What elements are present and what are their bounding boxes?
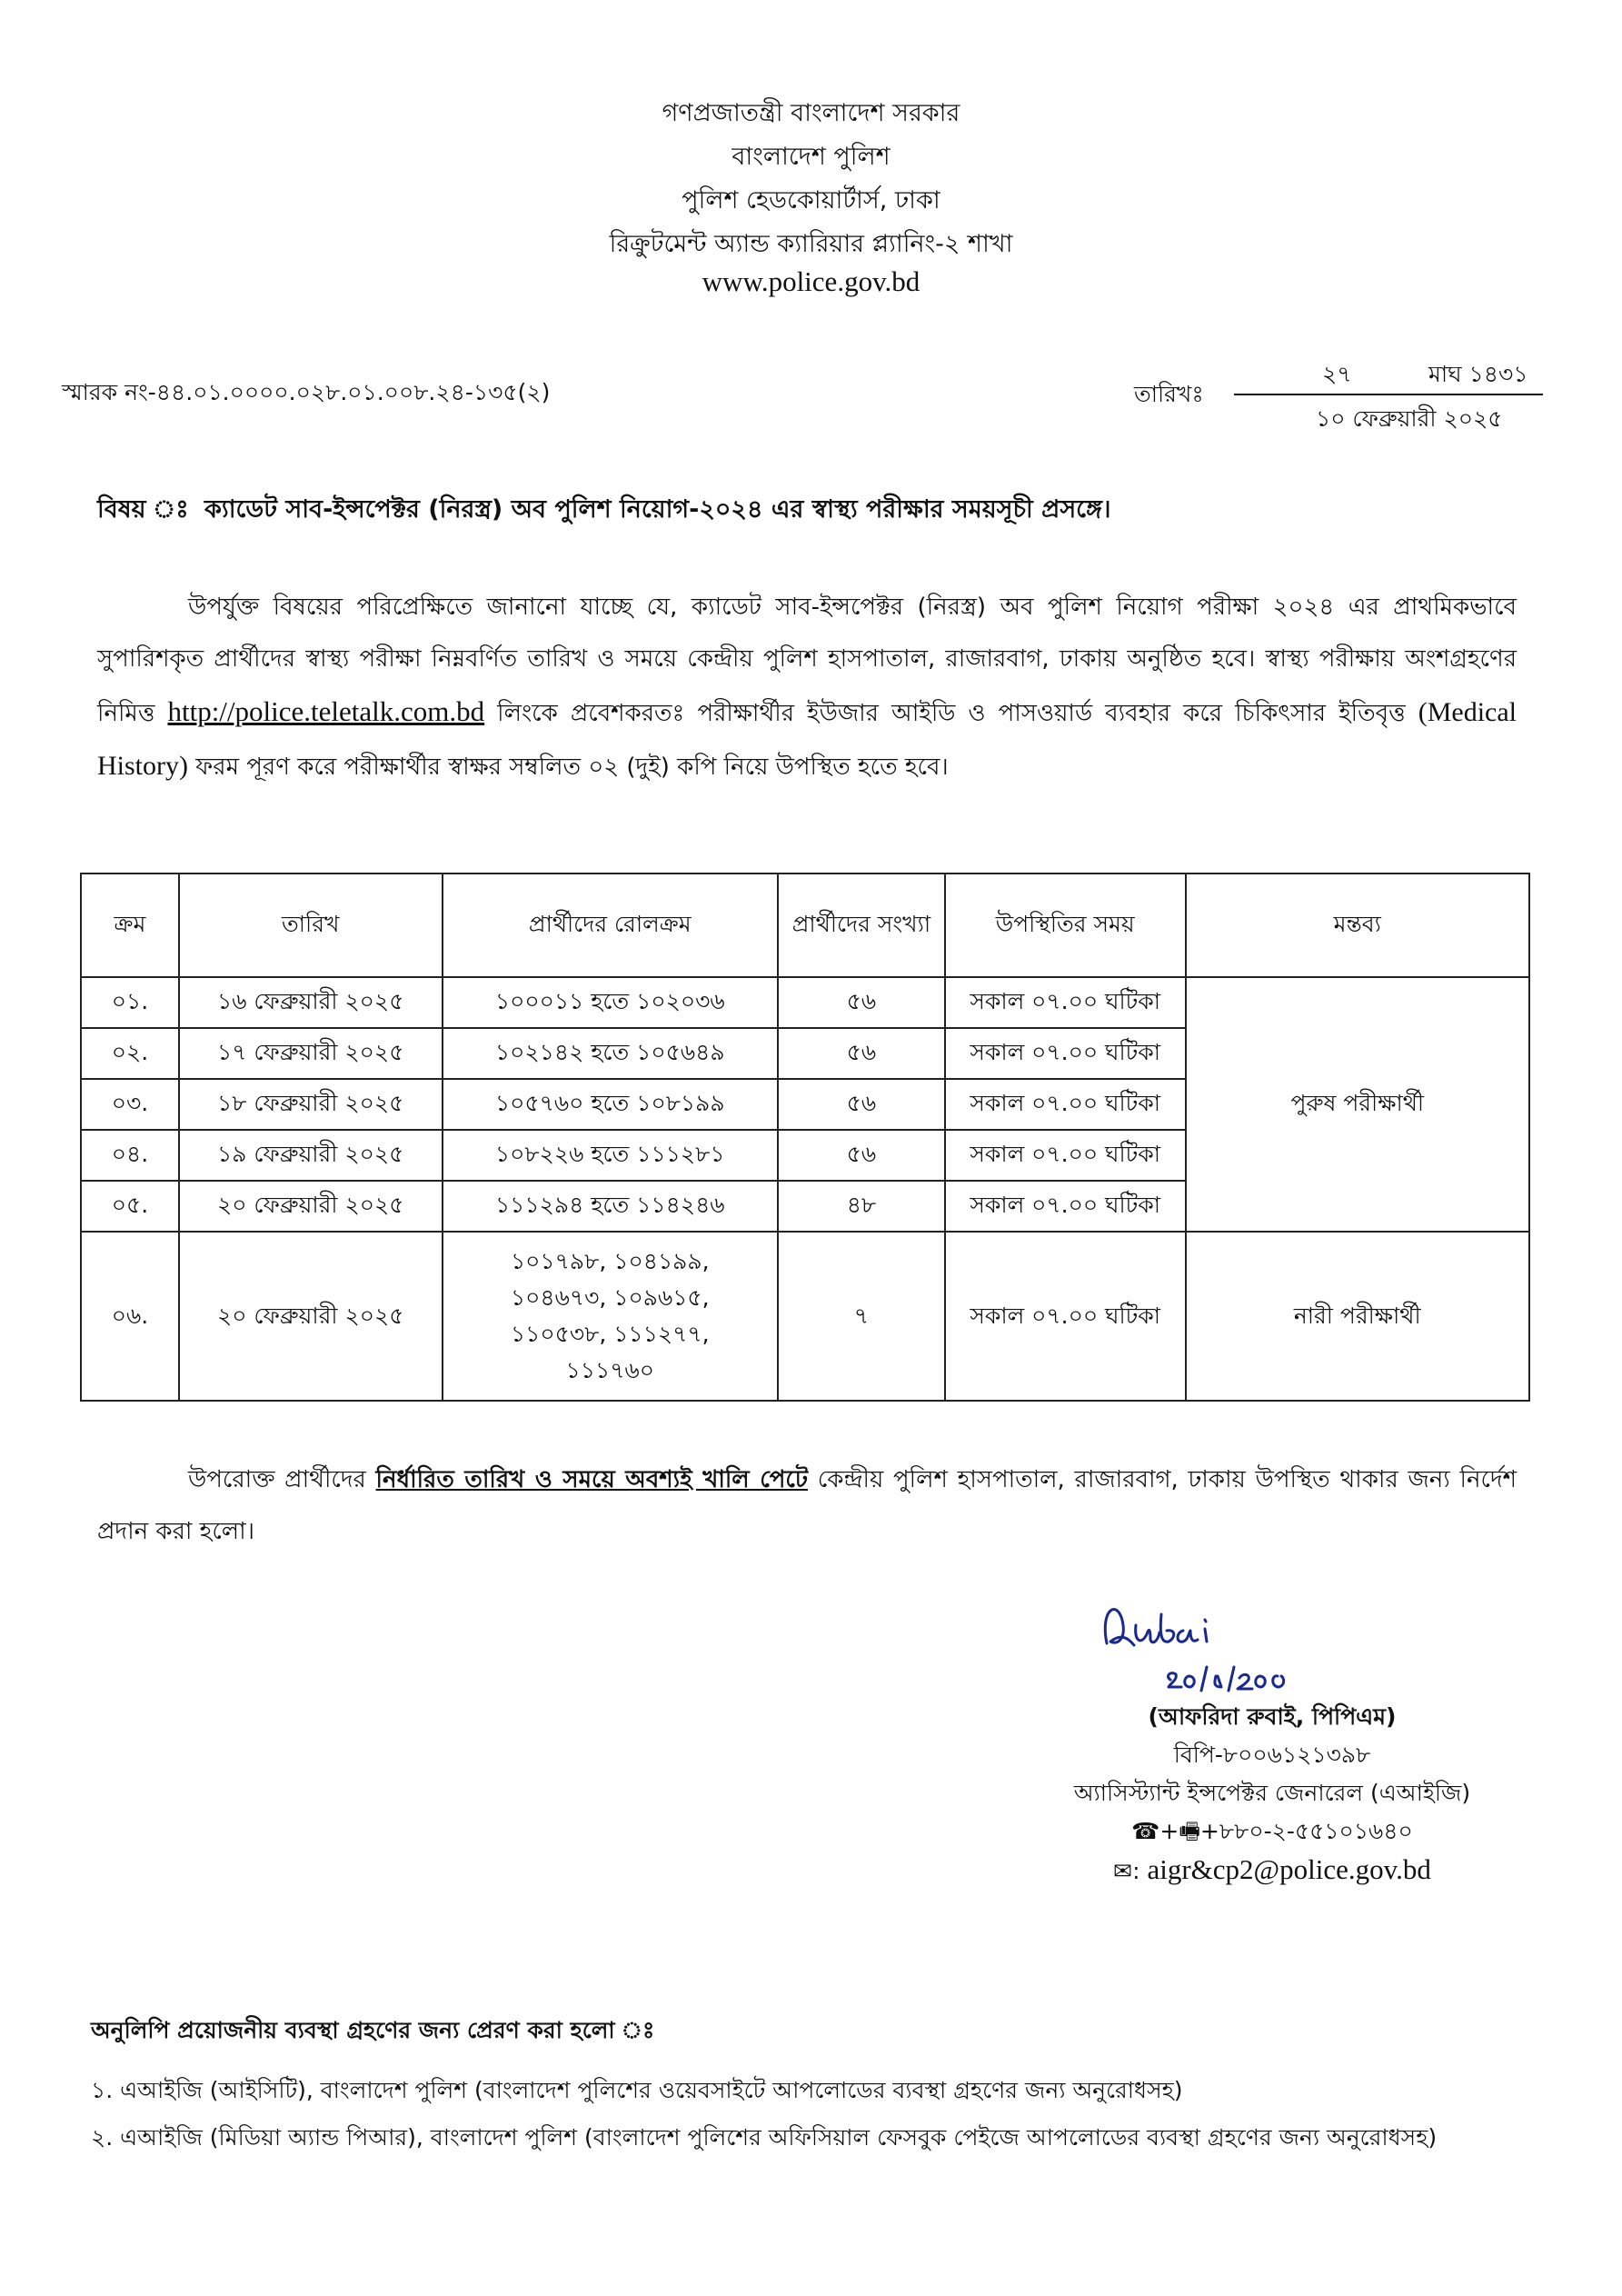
instruction-part2: কেন্দ্রীয় পুলিশ হাসপাতাল, রাজারবাগ, ঢাকায় উপস্থিত থাকার জন্য নির্দেশ প্রদান করা হলো। bbox=[97, 1466, 1517, 1545]
cell-date: ১৮ ফেব্রুয়ারী ২০২৫ bbox=[179, 1079, 443, 1130]
table-header-row bbox=[81, 873, 1529, 977]
cell-roll-range: ১০০০১১ হতে ১০২০৩৬ bbox=[443, 977, 778, 1028]
body-text-part1: উপর্যুক্ত বিষয়ের পরিপ্রেক্ষিতে জানানো যাচ্ছে যে, ক্যাডেট সাব-ইন্সপেক্টর (নিরস্ত্র) অব পুলিশ নিয়োগ পরীক্ষা ২০২৪ এর প্রাথমিকভাবে সুপারিশকৃত প্রার্থীদের স্বাস্থ্য পরীক্ষা নিম্নবর্ণিত তারিখ ও সময়ে কেন্দ্রীয় পুলিশ হাসপাতাল, রাজারবাগ, ঢাকায় অনুষ্ঠিত হবে। স্বাস্থ্য পরীক্ষায় অংশগ্রহণের নিমিত্ত bbox=[97, 594, 1517, 727]
roll-line: ১০১৭৯৮, ১০৪১৯৯, bbox=[510, 1248, 710, 1274]
signatory-email[interactable]: aigr&cp2@police.gov.bd bbox=[1147, 1853, 1431, 1885]
cell-roll-range: ১০৫৭৬০ হতে ১০৮১৯৯ bbox=[443, 1079, 778, 1130]
cell-serial: ০২. bbox=[81, 1028, 179, 1079]
cell-count: ৫৬ bbox=[778, 977, 945, 1028]
table-row bbox=[81, 977, 1529, 1028]
cell-time: সকাল ০৭.০০ ঘটিকা bbox=[945, 1130, 1186, 1181]
cell-serial: ০৩. bbox=[81, 1079, 179, 1130]
date-bangla-month: মাঘ ১৪৩১ bbox=[1428, 361, 1528, 387]
table-row bbox=[81, 1232, 1529, 1401]
body-paragraph bbox=[97, 582, 1517, 794]
cell-roll-list bbox=[443, 1232, 778, 1401]
signatory-phone-line bbox=[1027, 1812, 1518, 1851]
cell-time: সকাল ০৭.০০ ঘটিকা bbox=[945, 1079, 1186, 1130]
header-time: উপস্থিতির সময় bbox=[945, 873, 1186, 977]
instruction-emphasis: নির্ধারিত তারিখ ও সময়ে অবশ্যই খালি পেটে bbox=[375, 1466, 809, 1493]
cell-time: সকাল ০৭.০০ ঘটিকা bbox=[945, 1232, 1186, 1401]
roll-line: ১১১৭৬০ bbox=[565, 1357, 654, 1383]
subject-label: বিষয় ঃ bbox=[97, 495, 189, 524]
cell-time: সকাল ০৭.০০ ঘটিকা bbox=[945, 1028, 1186, 1079]
cell-date: ১৬ ফেব্রুয়ারী ২০২৫ bbox=[179, 977, 443, 1028]
roll-line: ১১০৫৩৮, ১১১২৭৭, bbox=[510, 1321, 710, 1347]
header-count: প্রার্থীদের সংখ্যা bbox=[778, 873, 945, 977]
medical-history-text: (Medical History) bbox=[97, 697, 1517, 781]
cell-serial: ০১. bbox=[81, 977, 179, 1028]
teletalk-link[interactable]: http://police.teletalk.com.bd bbox=[167, 695, 485, 727]
subject-text: ক্যাডেট সাব-ইন্সপেক্টর (নিরস্ত্র) অব পুলিশ নিয়োগ-২০২৪ এর স্বাস্থ্য পরীক্ষার সময়সূচী প্রসঙ্গে। bbox=[204, 495, 1111, 524]
body-text-part2: লিংকে প্রবেশকরতঃ পরীক্ষার্থীর ইউজার আইডি ও পাসওয়ার্ড ব্যবহার করে চিকিৎসার ইতিবৃত্ত bbox=[484, 700, 1418, 727]
email-icon: ✉: bbox=[1113, 1858, 1140, 1884]
header-date: তারিখ bbox=[179, 873, 443, 977]
header-serial: ক্রম bbox=[81, 873, 179, 977]
copy-item: ২. এআইজি (মিডিয়া অ্যান্ড পিআর), বাংলাদেশ পুলিশ (বাংলাদেশ পুলিশের অফিসিয়াল ফেসবুক পেইজে আপলোডের ব্যবস্থা গ্রহণের জন্য অনুরোধসহ) bbox=[91, 2124, 1438, 2151]
memo-number: স্মারক নং-৪৪.০১.০০০০.০২৮.০১.০০৮.২৪-১৩৫(২) bbox=[62, 379, 551, 405]
header-remarks: মন্তব্য bbox=[1186, 873, 1529, 977]
copies-section bbox=[91, 2007, 1437, 2161]
date-bangla-day: ২৭ bbox=[1322, 361, 1352, 387]
cell-remarks-female: নারী পরীক্ষার্থী bbox=[1186, 1232, 1529, 1401]
header-headquarters: পুলিশ হেডকোয়ার্টার্স, ঢাকা bbox=[682, 186, 940, 215]
header-website: www.police.gov.bd bbox=[702, 265, 920, 297]
cell-count: ৫৬ bbox=[778, 1130, 945, 1181]
cell-date: ১৯ ফেব্রুয়ারী ২০২৫ bbox=[179, 1130, 443, 1181]
signatory-phone: +৮৮০-২-৫৫১০১৬৪০ bbox=[1199, 1818, 1413, 1844]
cell-roll-range: ১০২১৪২ হতে ১০৫৬৪৯ bbox=[443, 1028, 778, 1079]
cell-count: ৫৬ bbox=[778, 1028, 945, 1079]
roll-line: ১০৪৬৭৩, ১০৯৬১৫, bbox=[510, 1284, 710, 1311]
copies-title: অনুলিপি প্রয়োজনীয় ব্যবস্থা গ্রহণের জন্য প্রেরণ করা হলো ঃ bbox=[91, 2017, 655, 2043]
copy-item: ১. এআইজি (আইসিটি), বাংলাদেশ পুলিশ (বাংলাদেশ পুলিশের ওয়েবসাইটে আপলোডের ব্যবস্থা গ্রহণের জন্য অনুরোধসহ) bbox=[91, 2077, 1183, 2103]
cell-roll-range: ১০৮২২৬ হতে ১১১২৮১ bbox=[443, 1130, 778, 1181]
body-text-part3: ফরম পূরণ করে পরীক্ষার্থীর স্বাক্ষর সম্বলিত ০২ (দুই) কপি নিয়ে উপস্থিত হতে হবে। bbox=[188, 754, 949, 781]
header-branch: রিক্রুটমেন্ট অ্যান্ড ক্যারিয়ার প্ল্যানিং-২ শাখা bbox=[609, 230, 1013, 258]
cell-date: ২০ ফেব্রুয়ারী ২০২৫ bbox=[179, 1232, 443, 1401]
signatory-designation: অ্যাসিস্ট্যান্ট ইন্সপেক্টর জেনারেল (এআইজি) bbox=[1073, 1780, 1471, 1806]
signatory-bp: বিপি-৮০০৬১২১৩৯৮ bbox=[1173, 1742, 1371, 1768]
header-police: বাংলাদেশ পুলিশ bbox=[731, 143, 891, 171]
phone-fax-icon: ☎+🖷 bbox=[1131, 1818, 1200, 1844]
cell-remarks-male: পুরুষ পরীক্ষার্থী bbox=[1186, 977, 1529, 1232]
signatory-email-line bbox=[1027, 1851, 1518, 1891]
cell-count: ৪৮ bbox=[778, 1181, 945, 1232]
date-gregorian: ১০ ফেব্রুয়ারী ২০২৫ bbox=[1316, 405, 1503, 432]
schedule-table bbox=[80, 873, 1530, 1402]
instruction-paragraph bbox=[97, 1454, 1517, 1558]
header-government: গণপ্রজাতন্ত্রী বাংলাদেশ সরকার bbox=[662, 99, 960, 127]
date-divider bbox=[1234, 394, 1543, 395]
cell-date: ১৭ ফেব্রুয়ারী ২০২৫ bbox=[179, 1028, 443, 1079]
cell-serial: ০৪. bbox=[81, 1130, 179, 1181]
handwritten-signature bbox=[1063, 1589, 1408, 1698]
signatory-name: (আফরিদা রুবাই, পিপিএম) bbox=[1148, 1703, 1397, 1730]
cell-time: সকাল ০৭.০০ ঘটিকা bbox=[945, 1181, 1186, 1232]
header-roll-range: প্রার্থীদের রোলক্রম bbox=[443, 873, 778, 977]
instruction-part1: উপরোক্ত প্রার্থীদের bbox=[188, 1466, 376, 1493]
cell-roll-range: ১১১২৯৪ হতে ১১৪২৪৬ bbox=[443, 1181, 778, 1232]
cell-count: ৭ bbox=[778, 1232, 945, 1401]
cell-time: সকাল ০৭.০০ ঘটিকা bbox=[945, 977, 1186, 1028]
subject-line bbox=[97, 491, 1111, 532]
cell-date: ২০ ফেব্রুয়ারী ২০২৫ bbox=[179, 1181, 443, 1232]
cell-serial: ০৫. bbox=[81, 1181, 179, 1232]
date-label: তারিখঃ bbox=[1134, 381, 1204, 407]
cell-count: ৫৬ bbox=[778, 1079, 945, 1130]
signature-block bbox=[1027, 1698, 1518, 1891]
cell-serial: ০৬. bbox=[81, 1232, 179, 1401]
